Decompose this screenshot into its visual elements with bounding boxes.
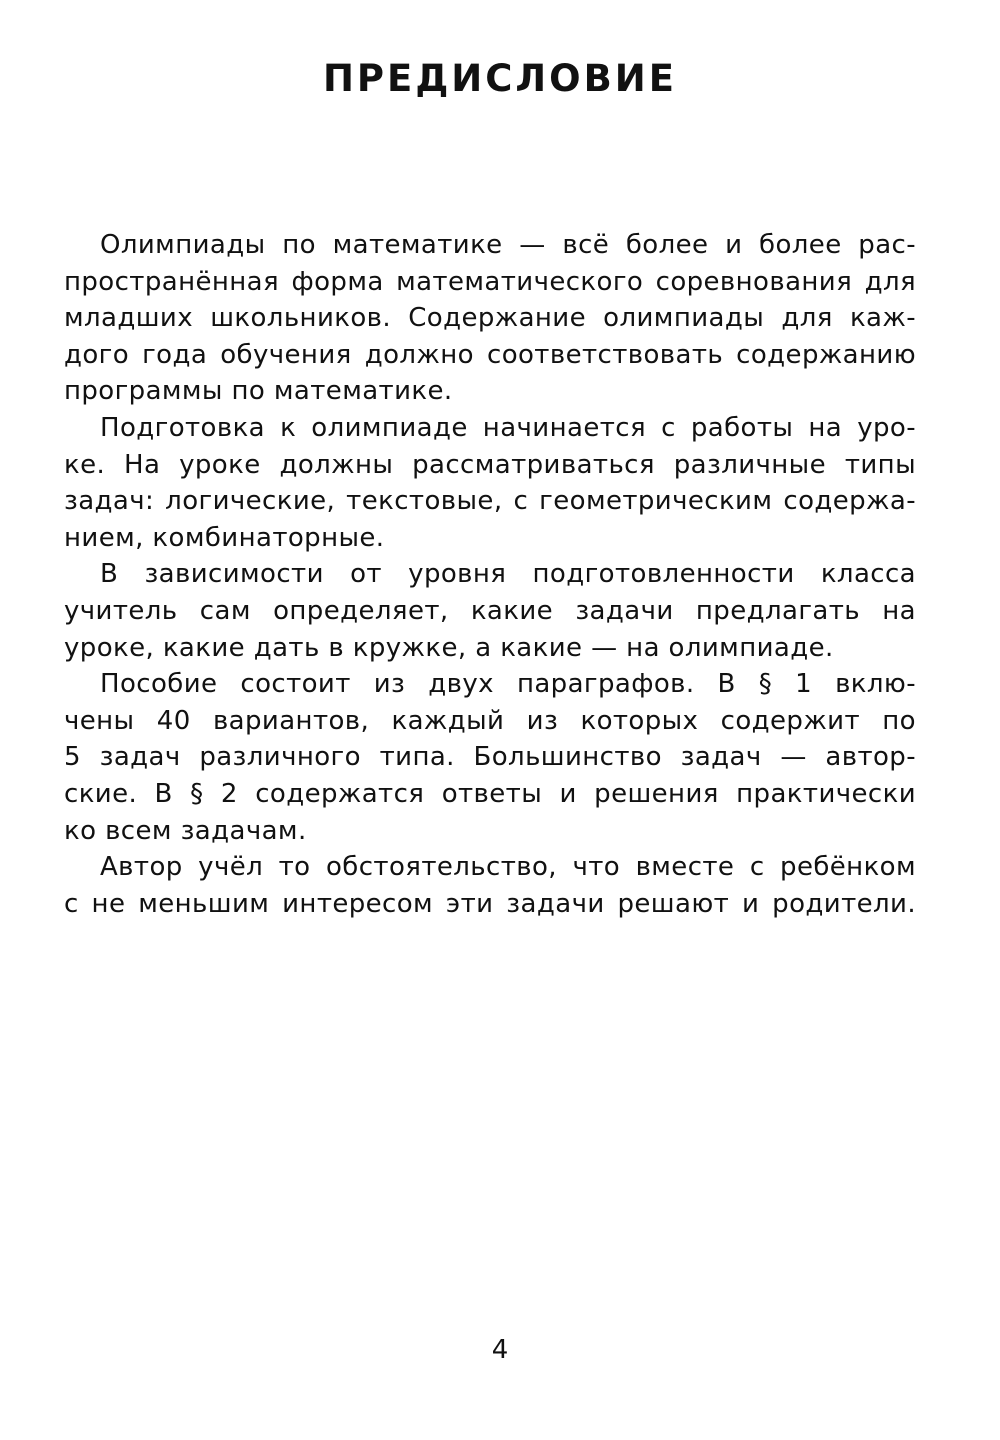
page-title: ПРЕДИСЛОВИЕ: [322, 57, 678, 100]
paragraph-line: младших школьников. Содержание олимпиады для каж-: [64, 303, 916, 334]
paragraph-line: Пособие состоит из двух параграфов. В § 1 вклю-: [100, 669, 916, 700]
paragraph-3: [64, 556, 916, 666]
paragraph-line: В зависимости от уровня подготовленности класса: [100, 559, 916, 590]
paragraph-2: [64, 410, 916, 556]
paragraph-line: дого года обучения должно соответствовать содержанию: [64, 339, 916, 370]
paragraph-line: ке. На уроке должны рассматриваться различные типы: [64, 449, 916, 480]
paragraph-line: чены 40 вариантов, каждый из которых содержит по: [64, 705, 916, 736]
paragraph-line: программы по математике.: [64, 376, 453, 407]
page-number: 4: [491, 1335, 509, 1365]
paragraph-line: с не меньшим интересом эти задачи решают и родители.: [64, 888, 916, 919]
paragraph-1: [64, 227, 916, 410]
paragraph-line: уроке, какие дать в кружке, а какие — на олимпиаде.: [64, 632, 834, 663]
paragraph-line: пространённая форма математического соревнования для: [64, 266, 916, 297]
paragraph-5: [64, 849, 916, 922]
preface-body: [64, 227, 916, 922]
paragraph-line: задач: логические, текстовые, с геометрическим содержа-: [64, 486, 916, 517]
paragraph-line: 5 задач различного типа. Большинство задач — автор-: [64, 742, 916, 773]
paragraph-line: учитель сам определяет, какие задачи предлагать на: [64, 595, 916, 626]
paragraph-line: ко всем задачам.: [64, 815, 307, 846]
paragraph-line: ские. В § 2 содержатся ответы и решения практически: [64, 778, 916, 809]
paragraph-line: Автор учёл то обстоятельство, что вместе с ребёнком: [100, 852, 916, 883]
paragraph-line: Олимпиады по математике — всё более и более рас-: [100, 230, 916, 260]
paragraph-line: Подготовка к олимпиаде начинается с работы на уро-: [100, 412, 916, 443]
paragraph-4: [64, 666, 916, 849]
paragraph-line: нием, комбинаторные.: [64, 522, 385, 553]
